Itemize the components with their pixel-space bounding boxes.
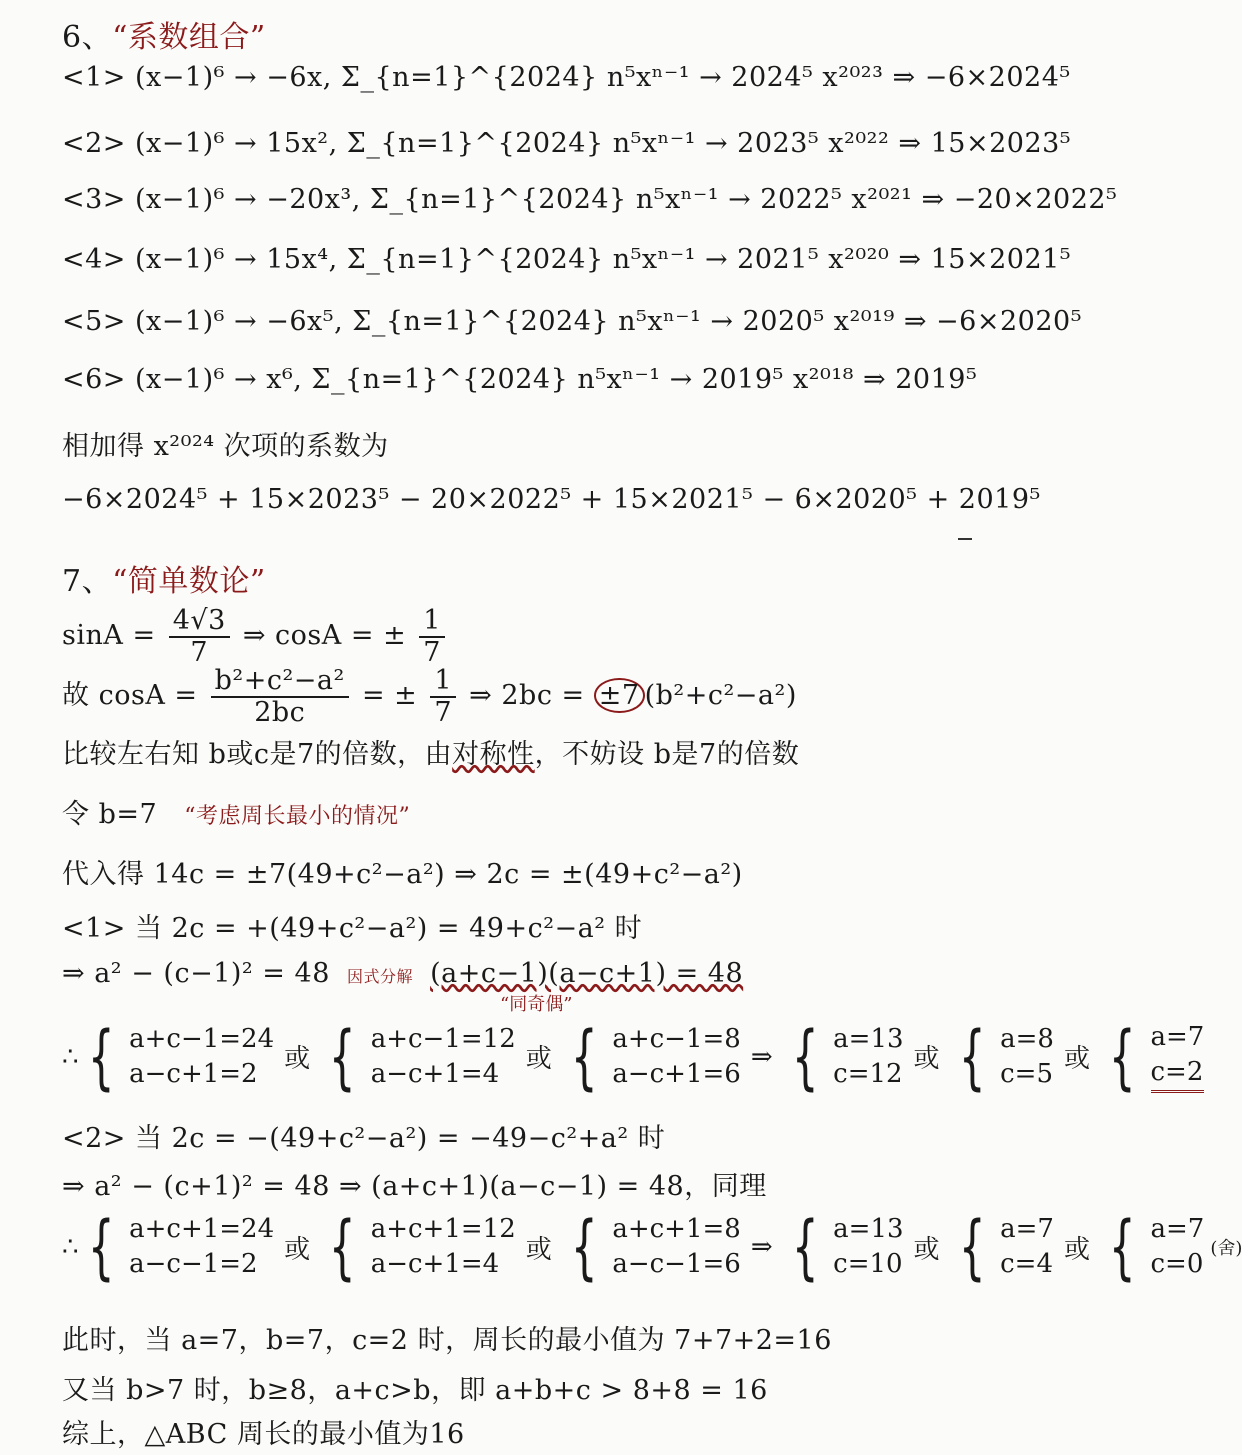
system: a+c+1=8 a−c−1=6 (612, 1214, 741, 1280)
problem-7-heading (62, 556, 266, 600)
p6-line-5: <5> (x−1)⁶ → −6x⁵, Σ_{n=1}^{2024} n⁵xⁿ⁻¹ → 2020⁵ x²⁰¹⁹ ⇒ −6×2020⁵ (62, 306, 1083, 337)
answer-solution: a=7 c=2 (1151, 1020, 1205, 1093)
sin-fraction: $\frac{4√3}{7}$ (169, 606, 230, 667)
problem-topic: “系数组合” (112, 20, 266, 55)
p6-line-4: <4> (x−1)⁶ → 15x⁴, Σ_{n=1}^{2024} n⁵xⁿ⁻¹ → 2021⁵ x²⁰²⁰ ⇒ 15×2021⁵ (62, 244, 1072, 275)
p6-line-3: <3> (x−1)⁶ → −20x³, Σ_{n=1}^{2024} n⁵xⁿ⁻¹ → 2022⁵ x²⁰²¹ ⇒ −20×2022⁵ (62, 184, 1118, 215)
system: a+c−1=24 a−c+1=2 (129, 1023, 275, 1089)
p7-compare-line: 比较左右知 b或c是7的倍数，由对称性，不妨设 b是7的倍数 (62, 739, 800, 770)
solution: a=7 c=0 (1150, 1214, 1205, 1280)
p7-let-line: 令 b=7 “考虑周长最小的情况” (62, 799, 411, 830)
solution: a=13 c=12 (833, 1023, 904, 1089)
discard-mark: (舍) (1210, 1238, 1242, 1260)
p7-sin-line (62, 606, 449, 667)
p6-summary: 相加得 x²⁰²⁴ 次项的系数为 (62, 431, 389, 462)
solution: a=7 c=4 (1000, 1214, 1054, 1280)
case2-systems: ∴ { a+c+1=24 a−c−1=2 或 { a+c+1=12 a−c+1=4 或 { a+c+1=8 a−c−1=6 ⇒ { a=13 c=10 或 { a=7 c=4 或 { a=7 c=0 (舍) (62, 1206, 1242, 1289)
system: a+c+1=12 a−c+1=4 (370, 1214, 516, 1280)
symmetry-underlined: 对称性 (452, 739, 535, 770)
cos-rhs: ⇒ cosA = ± (242, 620, 407, 652)
p6-result: −6×2024⁵ + 15×2023⁵ − 20×2022⁵ + 15×2021⁵ − 6×2020⁵ + 2019⁵ (62, 484, 1041, 515)
p7-final-2: 又当 b>7 时，b≥8，a+c>b，即 a+b+c > 8+8 = 16 (62, 1375, 768, 1406)
circled-pm7: ±7 (594, 678, 645, 713)
red-note: “考虑周长最小的情况” (184, 804, 411, 829)
problem-6-heading (62, 12, 266, 56)
p6-line-2: <2> (x−1)⁶ → 15x², Σ_{n=1}^{2024} n⁵xⁿ⁻¹ → 2023⁵ x²⁰²² ⇒ 15×2023⁵ (62, 128, 1072, 159)
cos-law-fraction: $\frac{\text{b²+c²−a²}}{2bc}$ (211, 666, 349, 727)
red-note: 因式分解 (346, 967, 413, 986)
case1-systems: ∴ { a+c−1=24 a−c+1=2 或 { a+c−1=12 a−c+1=4 或 { a+c−1=8 a−c+1=6 ⇒ { a=13 c=12 或 { a=8 c=5 或 { a=7 c=2 (62, 1015, 1205, 1098)
system: a+c−1=12 a−c+1=4 (370, 1023, 516, 1089)
p7-case2-factor-line: ⇒ a² − (c+1)² = 48 ⇒ (a+c+1)(a−c−1) = 48，同理 (62, 1171, 767, 1202)
p6-line-6: <6> (x−1)⁶ → x⁶, Σ_{n=1}^{2024} n⁵xⁿ⁻¹ → 2019⁵ x²⁰¹⁸ ⇒ 2019⁵ (62, 364, 978, 395)
cos-fraction: $\frac{1}{7}$ (419, 606, 445, 667)
problem-topic: “简单数论” (112, 564, 266, 599)
p7-final-3: 综上，△ABC 周长的最小值为16 (62, 1419, 465, 1450)
stray-mark (958, 538, 972, 540)
p7-case1-line: <1> 当 2c = +(49+c²−a²) = 49+c²−a² 时 (62, 913, 643, 944)
system: a+c+1=24 a−c−1=2 (129, 1214, 275, 1280)
problem-number: 6、 (62, 20, 113, 55)
p6-line-1: <1> (x−1)⁶ → −6x, Σ_{n=1}^{2024} n⁵xⁿ⁻¹ → 2024⁵ x²⁰²³ ⇒ −6×2024⁵ (62, 62, 1071, 93)
p7-case2-line: <2> 当 2c = −(49+c²−a²) = −49−c²+a² 时 (62, 1123, 666, 1154)
sin-lhs: sinA = (62, 620, 156, 652)
solution: a=8 c=5 (1000, 1023, 1054, 1089)
p7-final-1: 此时，当 a=7，b=7，c=2 时，周长的最小值为 7+7+2=16 (62, 1325, 832, 1356)
problem-number: 7、 (62, 564, 113, 599)
system: a+c−1=8 a−c+1=6 (612, 1023, 741, 1089)
p7-substitute-line: 代入得 14c = ±7(49+c²−a²) ⇒ 2c = ±(49+c²−a²) (62, 859, 743, 890)
p7-case1-factor-line: ⇒ a² − (c−1)² = 48 因式分解 (a+c−1)(a−c+1) = 48 (62, 958, 744, 989)
p7-cos-law-line: 故 cosA = $\frac{\text{b²+c²−a²}}{2bc}$ = ± $\frac{1}{7}$ ⇒ 2bc = ±7 (b²+c²−a²) (62, 665, 797, 728)
solution: a=13 c=10 (833, 1214, 904, 1280)
red-note: “同奇偶” (500, 994, 573, 1015)
